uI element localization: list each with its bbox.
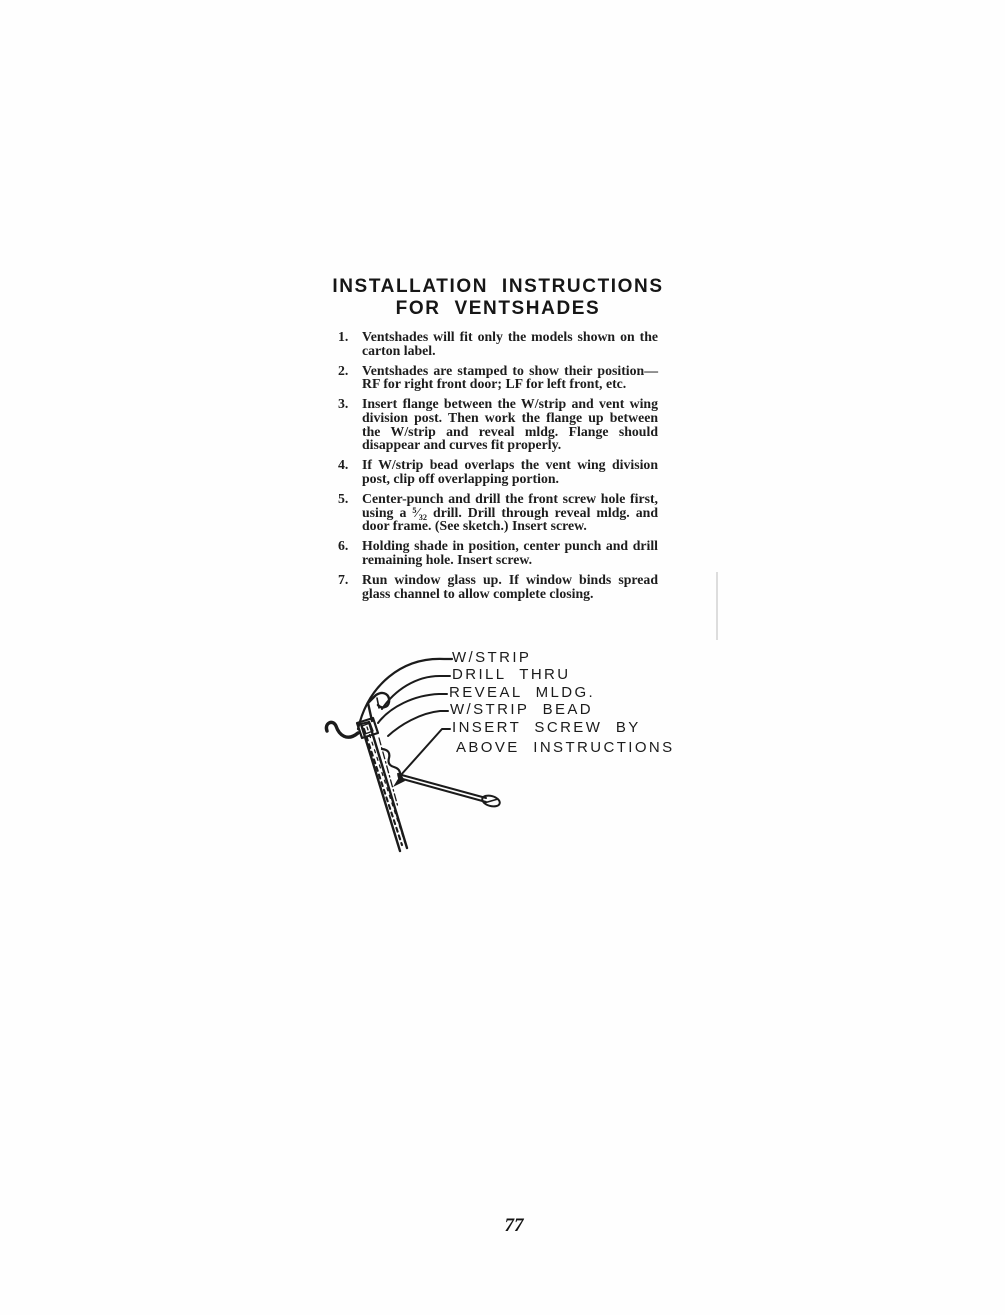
label-wstrip: W/STRIP — [452, 649, 532, 666]
item-number: 6. — [338, 538, 349, 554]
label-wstrip-bead: W/STRIP BEAD — [450, 701, 594, 718]
item-text: If W/strip bead overlaps the vent wing division post, clip off overlapping portion. — [362, 457, 658, 486]
item-number: 4. — [338, 457, 349, 473]
item-number: 7. — [338, 571, 349, 587]
item-text: Run window glass up. If window binds spread glass channel to allow complete closing. — [362, 571, 658, 601]
label-insert-screw-line-1: INSERT SCREW BY — [452, 719, 641, 736]
drill-thru-leader-line — [382, 676, 450, 709]
page-title-line-2: FOR VENTSHADES — [395, 298, 601, 319]
item-text: Insert flange between the W/strip and vent wing division post. Then work the flange up between the W/strip and reveal mldg. Flange should disappear and curves fit properly. — [362, 396, 658, 453]
instruction-item-3 — [338, 397, 658, 451]
label-insert-screw-line-2: ABOVE INSTRUCTIONS — [456, 739, 675, 756]
instruction-item-4 — [338, 458, 658, 485]
item-text: Center-punch and drill the front screw hole first, using a ⁵⁄₃₂ drill. Drill through reveal mldg. and door frame. (See sketch.) Insert screw. — [362, 490, 658, 534]
instruction-list — [338, 330, 658, 607]
page-title — [330, 276, 666, 320]
instruction-item-7 — [338, 573, 658, 600]
label-drill-thru: DRILL THRU — [452, 666, 571, 683]
channel-hatching — [364, 729, 402, 845]
reveal-moulding-tick — [377, 698, 379, 708]
screw-shank — [398, 774, 486, 802]
channel-inner-edge — [369, 722, 407, 848]
instruction-item-6 — [338, 539, 658, 566]
channel-hatching-2 — [367, 727, 405, 843]
scan-artifact-line — [716, 572, 718, 640]
item-number: 3. — [338, 396, 349, 412]
item-text: Ventshades are stamped to show their position—RF for right front door; LF for left front, etc. — [362, 362, 658, 392]
instruction-item-2 — [338, 364, 658, 391]
page-title-line-1: INSTALLATION INSTRUCTIONS — [332, 276, 664, 297]
instruction-item-5 — [338, 492, 658, 533]
weatherstrip-curl — [326, 722, 358, 737]
item-text: Holding shade in position, center punch and drill remaining hole. Insert screw. — [362, 538, 658, 567]
insert-screw-leader-line — [400, 729, 450, 776]
page-number: 77 — [504, 1215, 524, 1236]
instruction-item-1 — [338, 330, 658, 357]
item-text: Ventshades will fit only the models shown on the carton label. — [362, 329, 658, 358]
label-reveal-mldg: REVEAL MLDG. — [449, 684, 596, 701]
item-number: 5. — [338, 490, 349, 506]
item-number: 1. — [338, 329, 349, 344]
item-number: 2. — [338, 362, 349, 378]
